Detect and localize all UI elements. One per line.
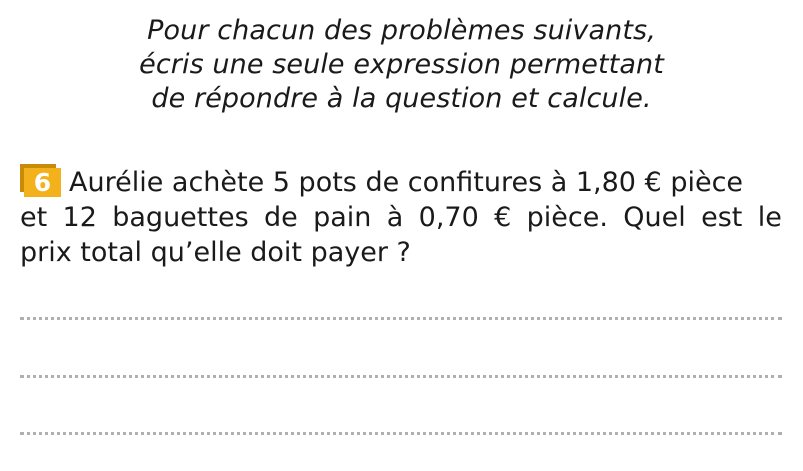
exercise-line-1	[20, 164, 782, 200]
exercise-word: 12	[62, 202, 97, 233]
exercise-word: baguettes	[112, 202, 249, 233]
exercise-word: Quel	[623, 202, 686, 233]
instructions-line-3: de répondre à la question et calcule.	[151, 83, 652, 114]
exercise-text-line-2	[20, 200, 782, 235]
exercise-text-line-3: prix total qu’elle doit payer ?	[20, 237, 411, 268]
exercise-word: pain	[313, 202, 372, 233]
instructions-line-2: écris une seule expression permettant	[139, 49, 664, 80]
instructions	[0, 14, 803, 116]
exercise-word: €	[494, 202, 512, 233]
answer-line-1[interactable]	[20, 317, 782, 320]
answer-line-2[interactable]	[20, 375, 782, 378]
exercise-word: et	[20, 202, 48, 233]
instructions-line-1: Pour chacun des problèmes suivants,	[147, 15, 656, 46]
exercise-6	[20, 164, 782, 270]
answer-line-3[interactable]	[20, 432, 782, 435]
exercise-number: 6	[24, 168, 61, 197]
exercise-word: pièce.	[526, 202, 608, 233]
exercise-word: est	[701, 202, 743, 233]
exercise-number-badge	[20, 164, 61, 197]
exercise-word: 0,70	[418, 202, 479, 233]
exercise-word: le	[757, 202, 782, 233]
exercise-word: à	[386, 202, 404, 233]
exercise-word: de	[264, 202, 298, 233]
exercise-text-line-1: Aurélie achète 5 pots de confitures à 1,80 € pièce	[69, 167, 744, 198]
